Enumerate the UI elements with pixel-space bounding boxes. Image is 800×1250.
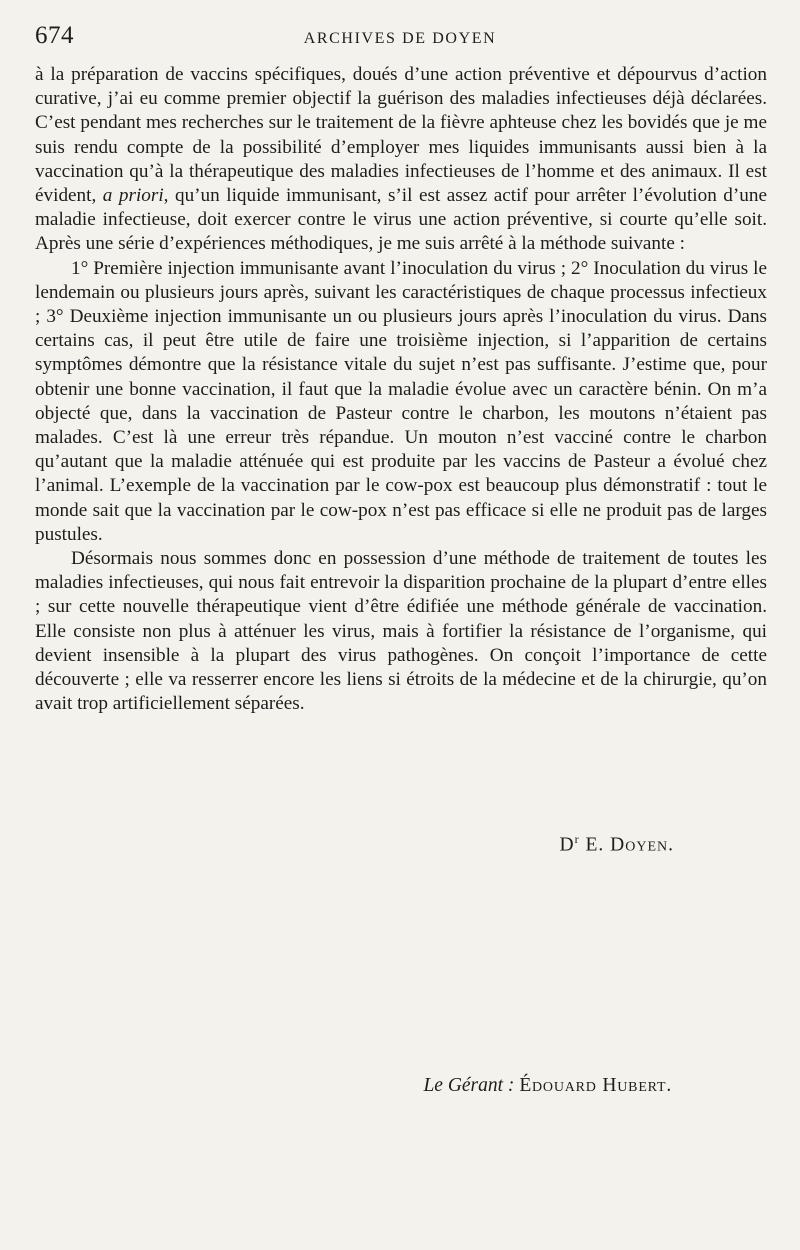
gerant-label: Le Gérant :	[423, 1075, 515, 1096]
paragraph-2: 1° Première injection immunisante avant l’inoculation du virus ; 2° Inoculation du virus le lendemain ou plusieurs jours après, suivant les caractéristiques de chaque processus infectieux ; 3° Deuxième injection immunisante un ou plusieurs jours après l’inoculation du virus. Dans certains cas, il peut être utile de faire une troisième injection, si l’apparition de certains symptômes démontre que la résistance vitale du sujet n’est pas suffisante. J’estime que, pour obtenir une bonne vaccination, il faut que la maladie évolue avec un caractère bénin. On m’a objecté que, dans la vaccination de Pasteur contre le charbon, les moutons n’étaient pas malades. C’est là une erreur très répandue. Un mouton n’est vacciné contre le charbon qu’autant que la maladie atténuée qui est produite par les vaccins de Pasteur a évolué chez l’animal. L’exemple de la vaccination par le cow-pox est beaucoup plus démonstratif : tout le monde sait que la vaccination par le cow-pox n’est pas efficace si elle ne produit pas de larges pustules.	[35, 257, 767, 545]
paragraph-3: Désormais nous sommes donc en possession d’une méthode de traitement de toutes les maladies infectieuses, qui nous fait entrevoir la disparition prochaine de la plupart d’entre elles ; sur cette nouvelle thérapeutique vient d’être édifiée une méthode générale de vaccination. Elle consiste non plus à atténuer les virus, mais à fortifier la résistance de l’organisme, qui devient insensible à la plupart des virus pathogènes. On conçoit l’importance de cette découverte ; elle va resserrer encore les liens si étroits de la médecine et de la chirurgie, qu’on avait trop artificiellement séparées.	[35, 548, 767, 715]
signature-name: E. Doyen.	[585, 834, 674, 856]
signature-title: D	[559, 834, 575, 856]
gerant-name: Édouard Hubert.	[519, 1075, 672, 1096]
paragraph-1-part-a: à la préparation de vaccins spécifiques, doués d’une action préventive et dépourvus d’action curative, j’ai eu comme premier objectif la guérison des maladies infectieuses déjà déclarées. C’est pendant mes recherches sur le traitement de la fièvre aphteuse chez les bovidés que je me suis rendu compte de la possibilité d’employer mes liquides immunisants aussi bien à la vaccination qu’à la thérapeutique des maladies infectieuses de l’homme et des animaux. Il est évident,	[35, 64, 767, 207]
running-title: ARCHIVES DE DOYEN	[303, 30, 497, 47]
body-text	[35, 63, 767, 716]
author-signature	[560, 832, 674, 857]
paragraph-1-emphasis: a priori	[102, 185, 164, 207]
page-header	[35, 22, 765, 52]
signature-title-sup: r	[574, 832, 580, 846]
paragraph-1	[35, 63, 767, 257]
gerant-line	[423, 1075, 672, 1097]
page-number: 674	[35, 22, 74, 49]
paragraph-1-part-b: , qu’un liquide immunisant, s’il est assez actif pour arrêter l’évolution d’une maladie infectieuse, doit exercer contre le virus une action préventive, si courte qu’elle soit. Après une série d’expériences méthodiques, je me suis arrêté à la méthode suivante :	[35, 185, 767, 255]
